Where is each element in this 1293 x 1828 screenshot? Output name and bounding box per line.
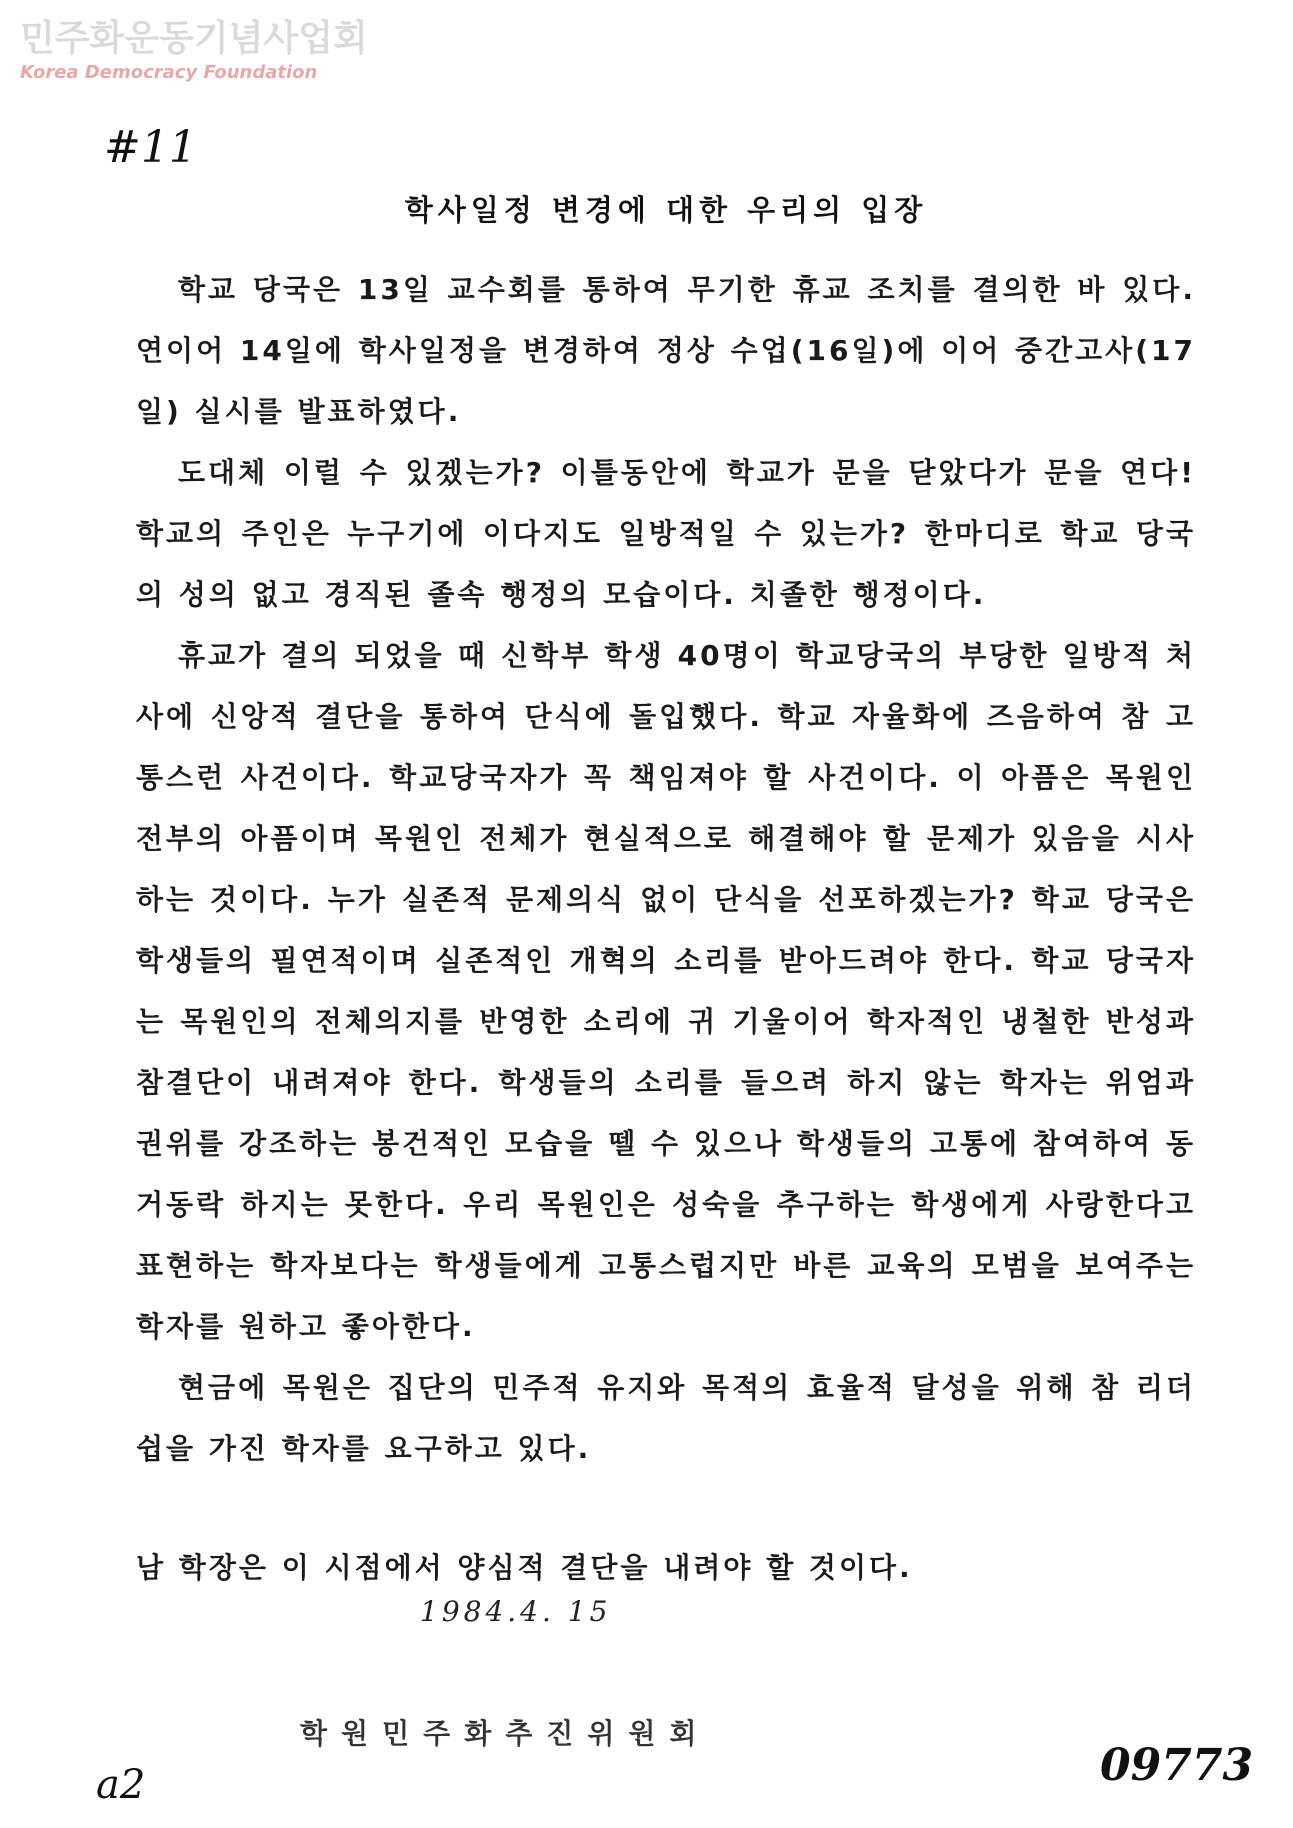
paragraph-3: 휴교가 결의 되었을 때 신학부 학생 40명이 학교당국의 부당한 일방적 처사에 신앙적 결단을 통하여 단식에 돌입했다. 학교 자율화에 즈음하여 참 고통스런 사건이다. 학교당국자가 꼭 책임져야 할 사건이다. 이 아픔은 목원인 전부의 아픔이며 목원인 전체가 현실적으로 해결해야 할 문제가 있음을 시사하는 것이다. 누가 실존적 문제의식 없이 단식을 선포하겠는가? 학교 당국은 학생들의 필연적이며 실존적인 개혁의 소리를 받아드려야 한다. 학교 당국자는 목원인의 전체의지를 반영한 소리에 귀 기울이어 학자적인 냉철한 반성과 참결단이 내려져야 한다. 학생들의 소리를 들으려 하지 않는 학자는 위엄과 권위를 강조하는 봉건적인 모습을 뗄 수 있으나 학생들의 고통에 참여하여 동거동락 하지는 못한다. 우리 목원인은 성숙을 추구하는 학생에게 사랑한다고 표현하는 학자보다는 학생들에게 고통스럽지만 바른 교육의 모범을 보여주는 학자를 원하고 좋아한다. [136,639,1196,1343]
handwritten-doc-number: #11 [104,122,197,173]
paragraph-4: 현금에 목원은 집단의 민주적 유지와 목적의 효율적 달성을 위해 참 리더쉽을 가진 학자를 요구하고 있다. [136,1371,1196,1465]
issuing-organization: 학원민주화추진위원회 [300,1717,711,1750]
watermark-korean: 민주화운동기념사업회 [20,18,368,59]
handwritten-page-mark: a2 [96,1762,146,1808]
document-title: 학사일정 변경에 대한 우리의 입장 [404,193,928,227]
closing-statement: 남 학장은 이 시점에서 양심적 결단을 내려야 할 것이다. [136,1551,913,1584]
watermark [20,18,368,84]
handwritten-archive-number: 09773 [1100,1740,1254,1791]
document-body [136,180,1196,1598]
document-date: 1984.4. 15 [420,1595,612,1628]
watermark-english: Korea Democracy Foundation [20,62,318,83]
paragraph-2: 도대체 이럴 수 있겠는가? 이틀동안에 학교가 문을 닫았다가 문을 연다! 학교의 주인은 누구기에 이다지도 일방적일 수 있는가? 한마디로 학교 당국의 성의 없고 경직된 졸속 행정의 모습이다. 치졸한 행정이다. [136,456,1196,611]
paragraph-1: 학교 당국은 13일 교수회를 통하여 무기한 휴교 조치를 결의한 바 있다. 연이어 14일에 학사일정을 변경하여 정상 수업(16일)에 이어 중간고사(17일) 실시를 발표하였다. [136,273,1196,428]
